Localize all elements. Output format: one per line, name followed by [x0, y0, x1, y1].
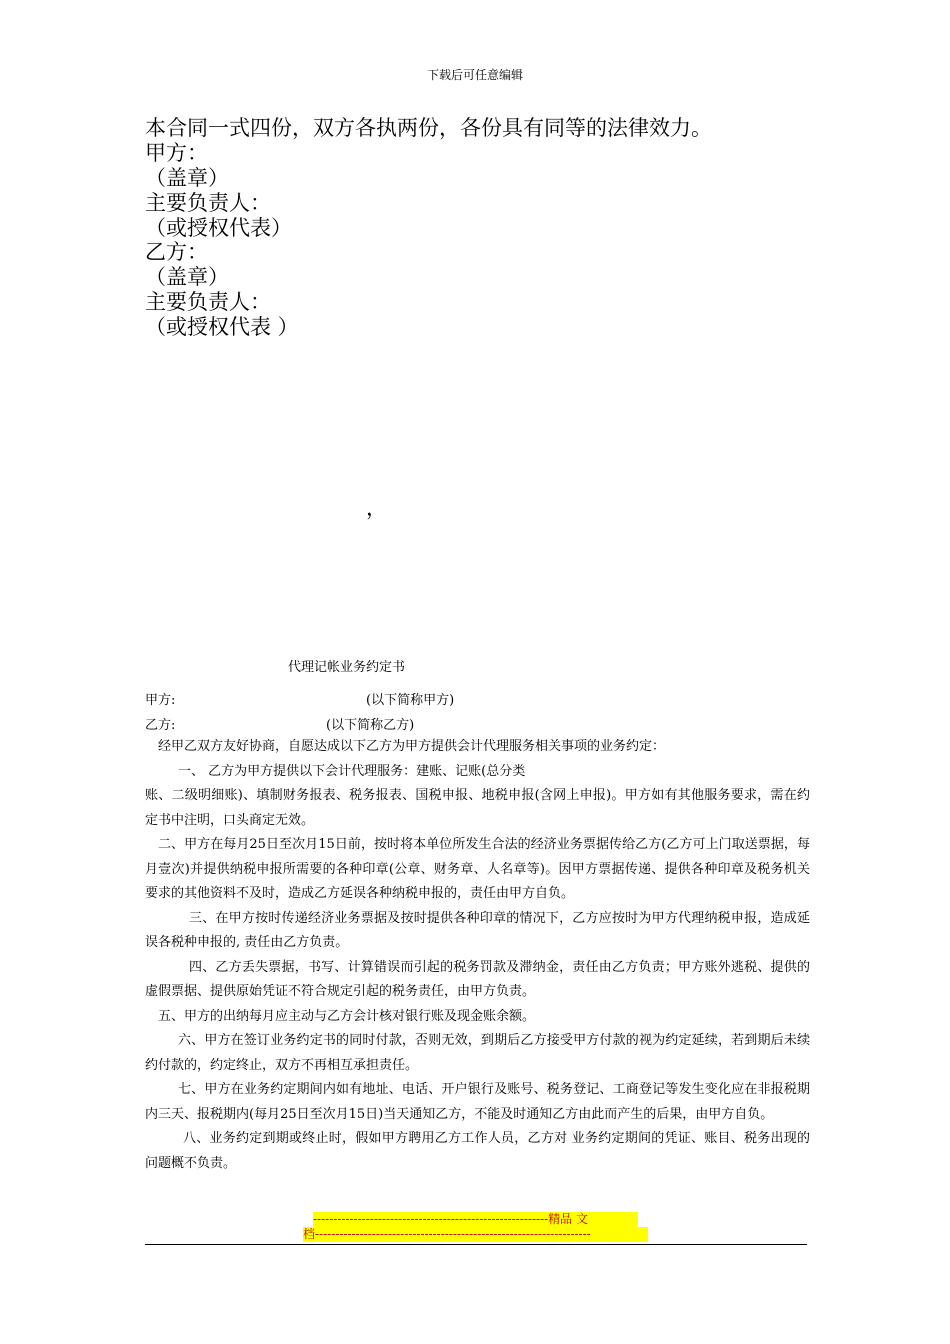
party-a-label: 甲方: — [145, 693, 176, 708]
party-a-note: (以下简称甲方) — [366, 693, 455, 708]
party-b-principal-label: 主要负责人： — [145, 290, 271, 314]
clause-8: 八、业务约定到期或终止时，假如甲方聘用乙方工作人员，乙方对 业务约定期间的凭证、账目、税务出现的问题概不负责。 — [145, 1131, 810, 1171]
party-b-representative-label: （或授权代表 ） — [145, 315, 299, 339]
agreement-body — [145, 735, 810, 1176]
clause-5: 五、甲方的出纳每月应主动与乙方会计核对银行账及现金账余额。 — [158, 1008, 536, 1024]
party-b-note: (以下简称乙方) — [326, 718, 415, 733]
page-header: 下载后可任意编辑 — [426, 68, 523, 82]
clause-1-continued: 账、二级明细账)、填制财务报表、税务报表、国税申报、地税申报(含网上申报)。甲方如有其他服务要求，需在约定书中注明，口头商定无效。 — [145, 788, 810, 828]
clause-6: 六、甲方在签订业务约定书的同时付款，否则无效，到期后乙方接受甲方付款的视为约定延续，若到期后未续约付款的，约定终止，双方不再相互承担责任。 — [145, 1033, 810, 1073]
clause-4: 四、乙方丢失票据，书写、计算错误而引起的税务罚款及滞纳金，责任由乙方负责；甲方账外逃税、提供的虚假票据、提供原始凭证不符合规定引起的税务责任，由甲方负责。 — [145, 959, 810, 999]
party-a-sign-label: 甲方： — [145, 141, 208, 165]
footer-watermark-line-1: ----------------------------------------------------------精品 文 — [313, 1212, 638, 1227]
clause-3: 三、在甲方按时传递经济业务票据及按时提供各种印章的情况下，乙方应按时为甲方代理纳税申报，造成延误各税种申报的, 责任由乙方负责。 — [145, 910, 810, 950]
clause-2: 二、甲方在每月25日至次月15日前，按时将本单位所发生合法的经济业务票据传给乙方(乙方可上门取送票据，每月壹次)并提供纳税申报所需要的各种印章(公章、财务章、人名章等)。因甲方票据传递、提供各种印章及税务机关要求的其他资料不及时，造成乙方延误各种纳税申报的，责任由甲方自负。 — [145, 837, 810, 901]
clause-1-intro: 一、 乙方为甲方提供以下会计代理服务：建账、记账(总分类 — [178, 763, 526, 779]
party-b-sign-label: 乙方： — [145, 240, 208, 264]
party-b-label: 乙方: — [145, 718, 176, 733]
party-a-principal-label: 主要负责人： — [145, 191, 271, 215]
preamble-paragraph: 经甲乙双方友好协商，自愿达成以下乙方为甲方提供会计代理服务相关事项的业务约定： — [158, 739, 666, 754]
party-b-seal-label: （盖章） — [145, 265, 229, 289]
agreement-title: 代理记帐业务约定书 — [288, 660, 406, 675]
footer-rule — [145, 1244, 807, 1245]
party-a-seal-label: （盖章） — [145, 166, 229, 190]
party-a-representative-label: （或授权代表） — [145, 216, 292, 240]
stray-comma: ， — [366, 496, 387, 520]
footer-watermark-line-2: 档-------------------------------------------------------------------- — [303, 1227, 648, 1242]
closing-clause: 本合同一式四份，双方各执两份，各份具有同等的法律效力。 — [145, 116, 712, 140]
clause-7: 七、甲方在业务约定期间内如有地址、电话、开户银行及账号、税务登记、工商登记等发生变化应在非报税期内三天、报税期内(每月25日至次月15日)当天通知乙方，不能及时通知乙方由此而产生的后果，由甲方自负。 — [145, 1082, 810, 1122]
